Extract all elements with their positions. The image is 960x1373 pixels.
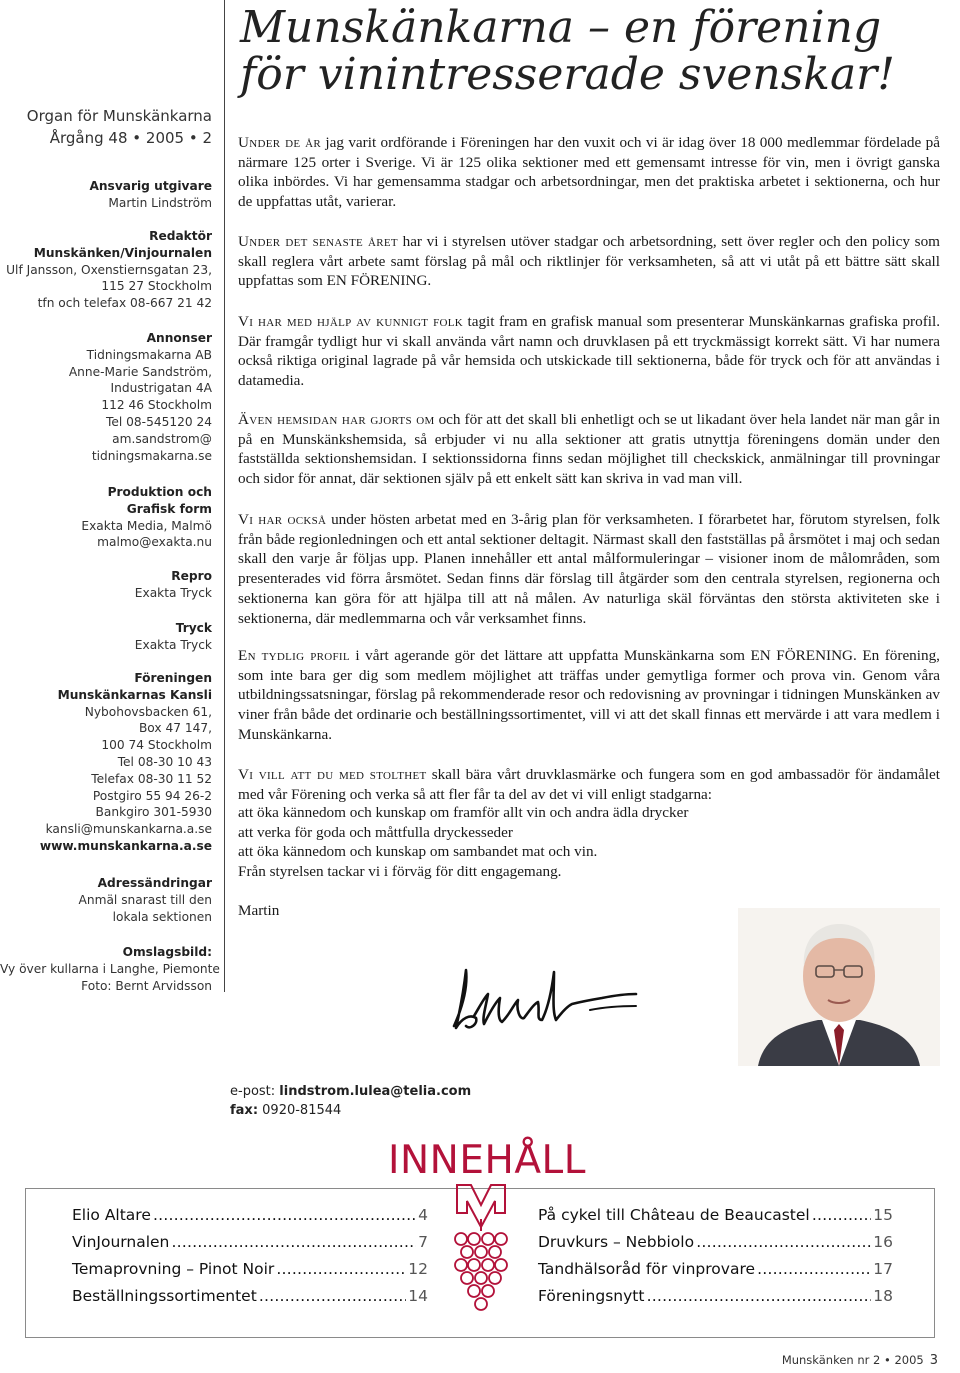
toc-entry[interactable] bbox=[72, 1287, 428, 1305]
masthead-line: 115 27 Stockholm bbox=[101, 279, 212, 294]
masthead-line: Foto: Bernt Arvidsson bbox=[81, 978, 212, 993]
paragraph-text: tagit fram en grafisk manual som presenterar Munskänkarnas grafiska profil. Där framgår tydligt hur vi skall använda vårt namn och druvklasen på ett tryckmässigt korrekt sätt. Vi har numera också riktiga original lagrade på vår hemsida och utskickade till sektionerna, både för tryck och för att användas i datamedia. bbox=[238, 313, 941, 390]
toc-entry-page: 4 bbox=[418, 1206, 428, 1224]
toc-entry-page: 15 bbox=[873, 1206, 893, 1224]
toc-leader-dots bbox=[171, 1233, 416, 1251]
goal-item: att öka kännedom och kunskap om sambandet mat och vin. bbox=[238, 843, 598, 861]
toc-entry[interactable] bbox=[72, 1260, 428, 1278]
email-line bbox=[230, 1084, 471, 1099]
goal-item: Från styrelsen tackar vi i förväg för ditt engagemang. bbox=[238, 863, 562, 881]
masthead-line: am.sandstrom@ bbox=[112, 431, 212, 446]
toc-entry-title: VinJournalen bbox=[72, 1233, 170, 1251]
toc-entry-page: 16 bbox=[873, 1233, 893, 1251]
masthead-line: Tel 08-545120 24 bbox=[106, 414, 212, 429]
masthead-line: Tidningsmakarna AB bbox=[86, 347, 212, 362]
masthead-line: Exakta Tryck bbox=[134, 585, 212, 600]
masthead-line: Exakta Tryck bbox=[134, 637, 212, 652]
signoff-name: Martin bbox=[238, 902, 280, 919]
masthead-heading: Repro bbox=[171, 569, 212, 583]
masthead-block bbox=[0, 178, 212, 212]
goal-item: att öka kännedom och kunskap om framför allt vin och andra ädla drycker bbox=[238, 804, 689, 821]
masthead-heading: Redaktör bbox=[149, 229, 212, 243]
masthead-block bbox=[0, 568, 212, 602]
toc-entry-title: Elio Altare bbox=[72, 1206, 151, 1224]
toc-entry-title: Tandhälsoråd för vinprovare bbox=[538, 1260, 756, 1278]
goals-list bbox=[238, 803, 940, 882]
masthead-block bbox=[0, 875, 212, 925]
masthead-block bbox=[0, 670, 212, 855]
email-label: e-post: bbox=[230, 1084, 276, 1099]
masthead-line: malmo@exakta.nu bbox=[97, 535, 212, 550]
masthead-line: lokala sektionen bbox=[112, 909, 212, 924]
paragraph-text: har vi i styrelsen utöver stadgar och arbetsordning, sett över regler och den policy som skall reglera vårt arbete samt förslag på mål och riktlinjer för verksamheten, så att vi utåt på ett bättre sätt skall uppfattas som EN FÖRENING. bbox=[238, 233, 940, 290]
toc-entry-page: 14 bbox=[408, 1287, 428, 1305]
masthead-heading: Produktion och bbox=[107, 485, 212, 499]
toc-entry[interactable] bbox=[538, 1287, 893, 1305]
masthead-heading: www.munskankarna.a.se bbox=[39, 838, 212, 853]
masthead-line: Postgiro 55 94 26-2 bbox=[92, 788, 212, 803]
grape-cluster-logo-icon bbox=[451, 1183, 511, 1323]
masthead-heading: Munskänkarnas Kansli bbox=[57, 687, 212, 702]
toc-entry-title: Föreningsnytt bbox=[538, 1287, 645, 1305]
paragraph-lead-in: Vi har också bbox=[238, 511, 327, 528]
paragraph-lead-in: Under de år bbox=[238, 134, 321, 151]
article-paragraph bbox=[238, 232, 940, 291]
page-footer bbox=[782, 1353, 938, 1368]
paragraph-text: under hösten arbetat med en 3-årig plan för verksamheten. I förarbetet har, förutom styrelsen, folk från både regionledningen och ett antal sektioner deltagit. Närmast skall den fastställas på årsmötet i maj och sedan skall den varje år följas upp. Planen innehåller ett antal målformuleringar – visioner inom de målområden, som presenterades vid förra årsmötet. Sedan finns där förslag till åtgärder som den centrala styrelsen, regionerna och sektionerna kan göra för att hjälpa till att nå målen. Av naturliga skäl förväntas den största aktiviteten ske i sektionerna, där medlemmarna och vår verksamhet finns. bbox=[238, 511, 940, 627]
fax-label: fax: bbox=[230, 1103, 259, 1118]
toc-leader-dots bbox=[153, 1206, 416, 1224]
toc-entry-page: 7 bbox=[418, 1233, 428, 1251]
toc-leader-dots bbox=[276, 1260, 406, 1278]
organ-heading bbox=[0, 105, 212, 149]
masthead-heading: Annonser bbox=[146, 331, 212, 345]
paragraph-lead-in: Vi vill att du med stolthet bbox=[238, 766, 427, 783]
handwritten-signature bbox=[440, 948, 650, 1048]
masthead-heading: Grafisk form bbox=[126, 501, 212, 516]
masthead-line: Telefax 08-30 11 52 bbox=[91, 771, 212, 786]
masthead-line: Nybohovsbacken 61, bbox=[84, 704, 212, 719]
masthead-line: Martin Lindström bbox=[108, 195, 212, 210]
masthead-line: Vy över kullarna i Langhe, Piemonte bbox=[0, 961, 220, 976]
toc-entry-page: 17 bbox=[873, 1260, 893, 1278]
toc-entry-page: 18 bbox=[873, 1287, 893, 1305]
paragraph-text: i vårt agerande gör det lättare att uppfatta Munskänkarna som EN FÖRENING. En förening, som inte bara ger dig som medlem möjlighet att träffas under gemytliga former och prova vin. Genom våra utbildningssatsningar, förslag på rekommenderade resor och redovisning av provningar i tidningen Munskänken av viner från både det ordinarie och beställningssortimentet, vill vi att det skall finnas ett mervärde i att vara medlem i Munskänkarna. bbox=[238, 647, 940, 743]
toc-entry[interactable] bbox=[72, 1233, 428, 1251]
masthead-heading: Tryck bbox=[175, 621, 212, 635]
masthead-block bbox=[0, 484, 212, 551]
masthead-heading: Ansvarig utgivare bbox=[89, 179, 212, 193]
article-paragraph bbox=[238, 765, 940, 804]
masthead-line: kansli@munskankarna.a.se bbox=[45, 822, 212, 837]
masthead-line: tidningsmakarna.se bbox=[91, 448, 212, 463]
toc-title: INNEHÅLL bbox=[388, 1138, 586, 1183]
article-paragraph bbox=[238, 646, 940, 745]
article-paragraph bbox=[238, 133, 940, 212]
toc-entry[interactable] bbox=[72, 1206, 428, 1224]
masthead-block bbox=[0, 944, 220, 994]
masthead-line: Exakta Media, Malmö bbox=[81, 518, 212, 533]
toc-entry[interactable] bbox=[538, 1233, 893, 1251]
footer-publication: Munskänken nr 2 • 2005 bbox=[781, 1353, 924, 1367]
article-paragraph bbox=[238, 510, 940, 628]
page-number: 3 bbox=[929, 1353, 938, 1368]
masthead-line: 112 46 Stockholm bbox=[101, 398, 212, 413]
paragraph-text: skall bära vårt druvklasmärke och fungera som en god ambassadör för ändamålet med vår Förening och verka så att fler får ta del av det vi vill enligt stadgarna: bbox=[238, 766, 940, 803]
paragraph-text: och för att det skall bli enhetligt och se ut likadant över hela landet när man går in på en Munskänkshemsida, så erbjuder vi nu alla sektioner att gratis utnyttja föreningens domän under den fastställda sektionshemsidan. I sektionssidorna finns sedan möjlighet till checkskick, anmälningar till provningar och sidor för annat, där sektionen själv på ett enkelt sätt kan skriva in vad man vill. bbox=[238, 411, 940, 488]
masthead-heading: Omslagsbild: bbox=[122, 945, 212, 959]
masthead-line: Box 47 147, bbox=[138, 721, 212, 736]
article-paragraph bbox=[238, 312, 940, 391]
masthead-line: Industrigatan 4A bbox=[110, 381, 212, 396]
toc-entry[interactable] bbox=[538, 1206, 893, 1224]
masthead-line: Ulf Jansson, Oxenstiernsgatan 23, bbox=[6, 262, 212, 277]
paragraph-text: jag varit ordförande i Föreningen har den vuxit och vi är idag över 18 000 medlemmar fördelade på närmare 125 orter i Sverige. Vi är 125 olika sektioner med ett gemensamt intresse för vin, men i övrigt ganska olika inbördes. Vi har gemensamma stadgar och arbetsordningar, men det praktiska arbetet i sektionerna, och hur de uppfattas utåt, varierar. bbox=[238, 134, 941, 211]
toc-leader-dots bbox=[757, 1260, 871, 1278]
masthead-line: Anne-Marie Sandström, bbox=[68, 364, 212, 379]
toc-entry[interactable] bbox=[538, 1260, 893, 1278]
masthead-heading: Adressändringar bbox=[97, 876, 212, 890]
masthead-line: Bankgiro 301-5930 bbox=[95, 805, 212, 820]
toc-entry-page: 12 bbox=[408, 1260, 428, 1278]
article-paragraph bbox=[238, 410, 940, 489]
article-title: Munskänkarna – en förening för vinintresserade svenskar! bbox=[240, 2, 895, 100]
paragraph-lead-in: Även hemsidan har gjorts om bbox=[238, 411, 435, 428]
toc-leader-dots bbox=[696, 1233, 871, 1251]
masthead-line: tfn och telefax 08-667 21 42 bbox=[37, 296, 212, 311]
masthead-block bbox=[0, 228, 212, 312]
paragraph-lead-in: En tydlig profil bbox=[238, 647, 350, 664]
toc-leader-dots bbox=[646, 1287, 871, 1305]
author-portrait bbox=[738, 908, 940, 1066]
volume-issue: Årgång 48 • 2005 • 2 bbox=[49, 129, 212, 147]
masthead-line: Anmäl snarast till den bbox=[78, 892, 212, 907]
toc-entry-title: Beställningssortimentet bbox=[72, 1287, 257, 1305]
fax-line bbox=[230, 1103, 341, 1118]
email-address[interactable]: lindstrom.lulea@telia.com bbox=[279, 1084, 472, 1099]
masthead-line: Tel 08-30 10 43 bbox=[117, 754, 212, 769]
goal-item: att verka för goda och måttfulla dryckesseder bbox=[238, 823, 513, 841]
paragraph-lead-in: Under det senaste året bbox=[238, 233, 398, 250]
column-divider bbox=[224, 0, 225, 992]
organ-name: Organ för Munskänkarna bbox=[26, 107, 212, 125]
fax-number: 0920-81544 bbox=[262, 1103, 342, 1118]
paragraph-lead-in: Vi har med hjälp av kunnigt folk bbox=[238, 313, 464, 330]
toc-leader-dots bbox=[259, 1287, 406, 1305]
masthead-heading: Föreningen bbox=[134, 671, 212, 685]
masthead-block bbox=[0, 620, 212, 654]
toc-entry-title: Temaprovning – Pinot Noir bbox=[72, 1260, 275, 1278]
toc-entry-title: På cykel till Château de Beaucastel bbox=[538, 1206, 810, 1224]
masthead-line: 100 74 Stockholm bbox=[101, 738, 212, 753]
masthead-block bbox=[0, 330, 212, 464]
toc-leader-dots bbox=[812, 1206, 872, 1224]
masthead-heading: Munskänken/Vinjournalen bbox=[33, 245, 212, 260]
toc-entry-title: Druvkurs – Nebbiolo bbox=[538, 1233, 695, 1251]
